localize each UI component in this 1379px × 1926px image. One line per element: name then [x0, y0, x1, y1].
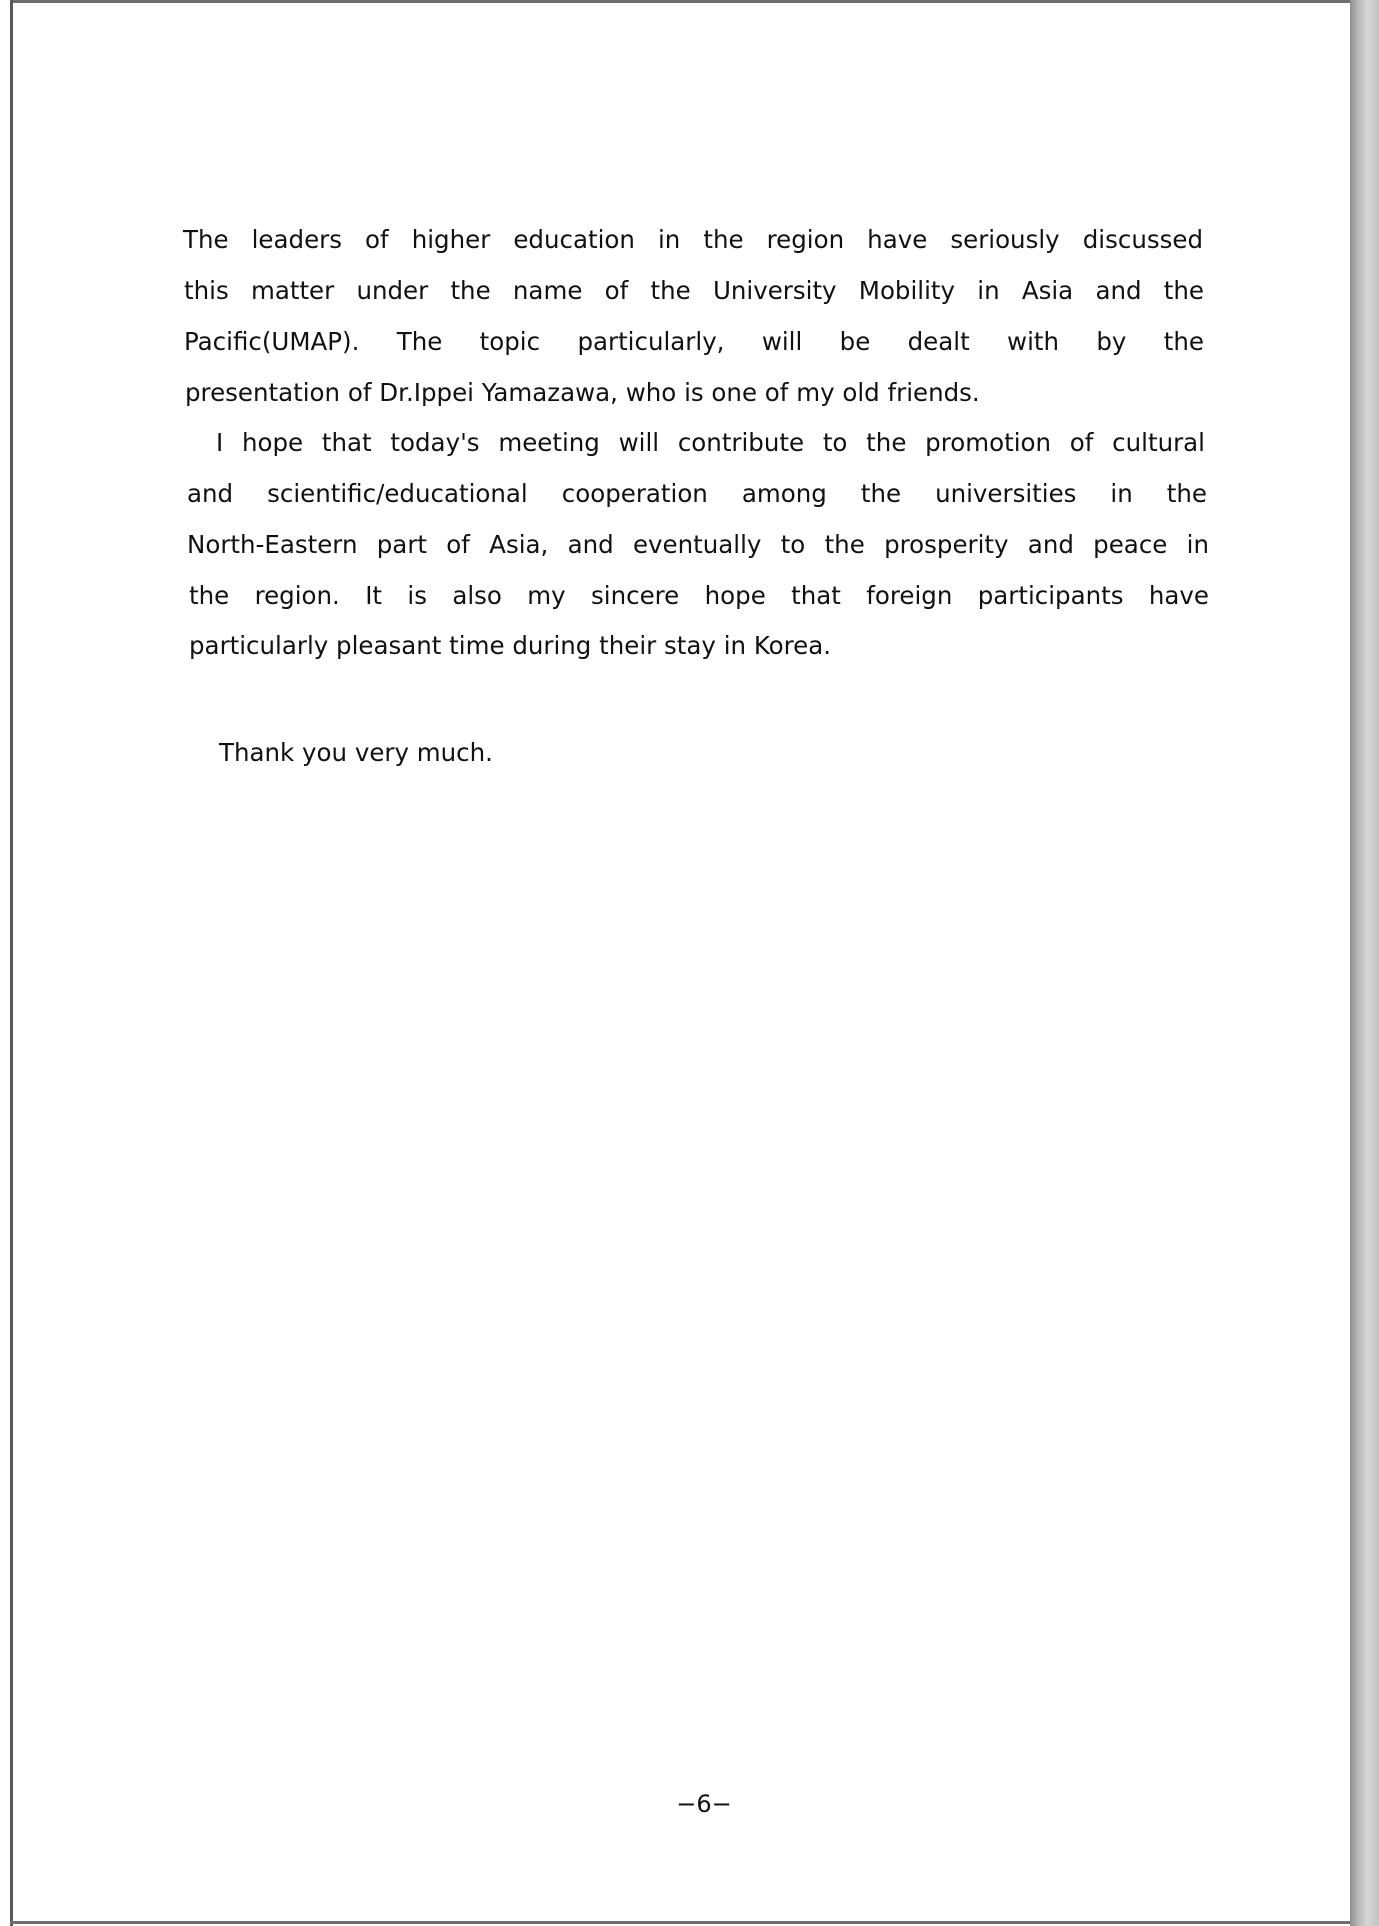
body-line: North-Eastern part of Asia, and eventually to the prosperity and peace in — [187, 530, 1209, 559]
body-line: and scientific/educational cooperation among the universities in the — [187, 479, 1207, 508]
page-border-bottom — [10, 1921, 1355, 1924]
page-edge-shadow — [1350, 0, 1379, 1926]
page-border-top — [10, 0, 1355, 3]
body-line: this matter under the name of the University Mobility in Asia and the — [184, 276, 1204, 305]
body-line: Pacific(UMAP). The topic particularly, will be dealt with by the — [184, 327, 1204, 356]
body-line: presentation of Dr.Ippei Yamazawa, who is one of my old friends. — [185, 378, 980, 407]
page-number: −6− — [676, 1790, 732, 1818]
body-line: particularly pleasant time during their stay in Korea. — [189, 631, 832, 660]
body-line: I hope that today's meeting will contribute to the promotion of cultural — [216, 428, 1205, 457]
body-line: the region. It is also my sincere hope that foreign participants have — [189, 581, 1209, 610]
page-border-left — [10, 0, 13, 1926]
closing-line: Thank you very much. — [219, 738, 493, 767]
body-line: The leaders of higher education in the region have seriously discussed — [183, 225, 1203, 254]
